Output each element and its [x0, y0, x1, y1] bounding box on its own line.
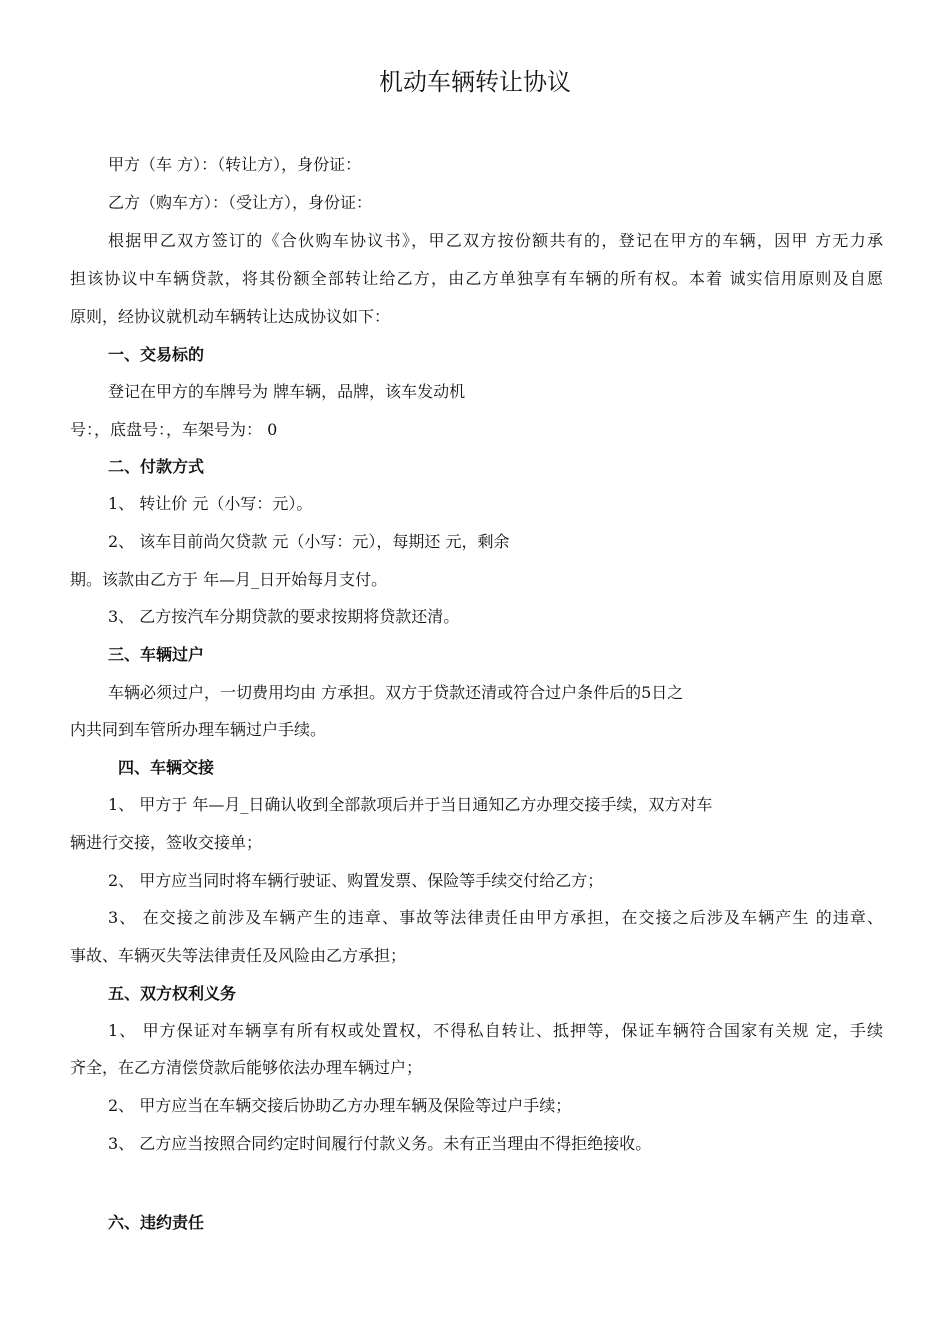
section-6-heading: 六、违约责任 — [108, 1213, 205, 1232]
section-5-item-1-cont: 齐全，在乙方清偿贷款后能够依法办理车辆过户； — [70, 1058, 423, 1077]
section-1-line-1: 登记在甲方的车牌号为 牌车辆，品牌，该车发动机 — [108, 382, 466, 401]
party-b-line: 乙方（购车方）：（受让方），身份证： — [108, 193, 373, 212]
section-2-item-3: 3、 乙方按汽车分期贷款的要求按期将贷款还清。 — [108, 607, 460, 626]
section-5-item-1: 1、 甲方保证对车辆享有所有权或处置权，不得私自转让、抵押等，保证车辆符合国家有关规 定，手续 — [108, 1021, 883, 1040]
section-3-line-2: 内共同到车管所办理车辆过户手续。 — [70, 720, 327, 739]
section-4-item-1: 1、 甲方于 年—月_日确认收到全部款项后并于当日通知乙方办理交接手续，双方对车 — [108, 795, 713, 814]
section-2-item-2: 2、 该车目前尚欠贷款 元（小写：元），每期还 元，剩余 — [108, 532, 510, 551]
party-a-line: 甲方（车 方）：（转让方），身份证： — [108, 155, 362, 174]
intro-line-2: 担该协议中车辆贷款，将其份额全部转让给乙方，由乙方单独享有车辆的所有权。本着 诚实信用原则及自愿 — [70, 269, 883, 288]
section-2-item-2-cont: 期。该款由乙方于 年—月_日开始每月支付。 — [70, 570, 388, 589]
section-3-heading: 三、车辆过户 — [108, 645, 205, 664]
intro-line-3: 原则，经协议就机动车辆转让达成协议如下： — [70, 307, 391, 326]
document-title: 机动车辆转让协议 — [379, 68, 571, 96]
section-4-item-1-cont: 辆进行交接，签收交接单； — [70, 833, 263, 852]
section-5-item-3: 3、 乙方应当按照合同约定时间履行付款义务。未有正当理由不得拒绝接收。 — [108, 1134, 652, 1153]
section-5-item-2: 2、 甲方应当在车辆交接后协助乙方办理车辆及保险等过户手续； — [108, 1096, 572, 1115]
section-5-heading: 五、双方权利义务 — [108, 984, 237, 1003]
section-3-line-1: 车辆必须过户，一切费用均由 方承担。双方于贷款还清或符合过户条件后的5日之 — [108, 683, 684, 702]
intro-line-1: 根据甲乙双方签订的《合伙购车协议书》，甲乙双方按份额共有的，登记在甲方的车辆，因甲 方无力承 — [108, 231, 883, 250]
section-1-heading: 一、交易标的 — [108, 345, 205, 364]
section-4-item-2: 2、 甲方应当同时将车辆行驶证、购置发票、保险等手续交付给乙方； — [108, 871, 604, 890]
section-1-line-2: 号：，底盘号：，车架号为： 0 — [70, 420, 278, 439]
section-2-item-1: 1、 转让价 元（小写：元）。 — [108, 494, 313, 513]
section-4-item-3: 3、 在交接之前涉及车辆产生的违章、事故等法律责任由甲方承担，在交接之后涉及车辆产生 的违章、 — [108, 908, 883, 927]
section-4-item-3-cont: 事故、车辆灭失等法律责任及风险由乙方承担； — [70, 946, 407, 965]
section-2-heading: 二、付款方式 — [108, 457, 205, 476]
section-4-heading: 四、车辆交接 — [118, 758, 215, 777]
